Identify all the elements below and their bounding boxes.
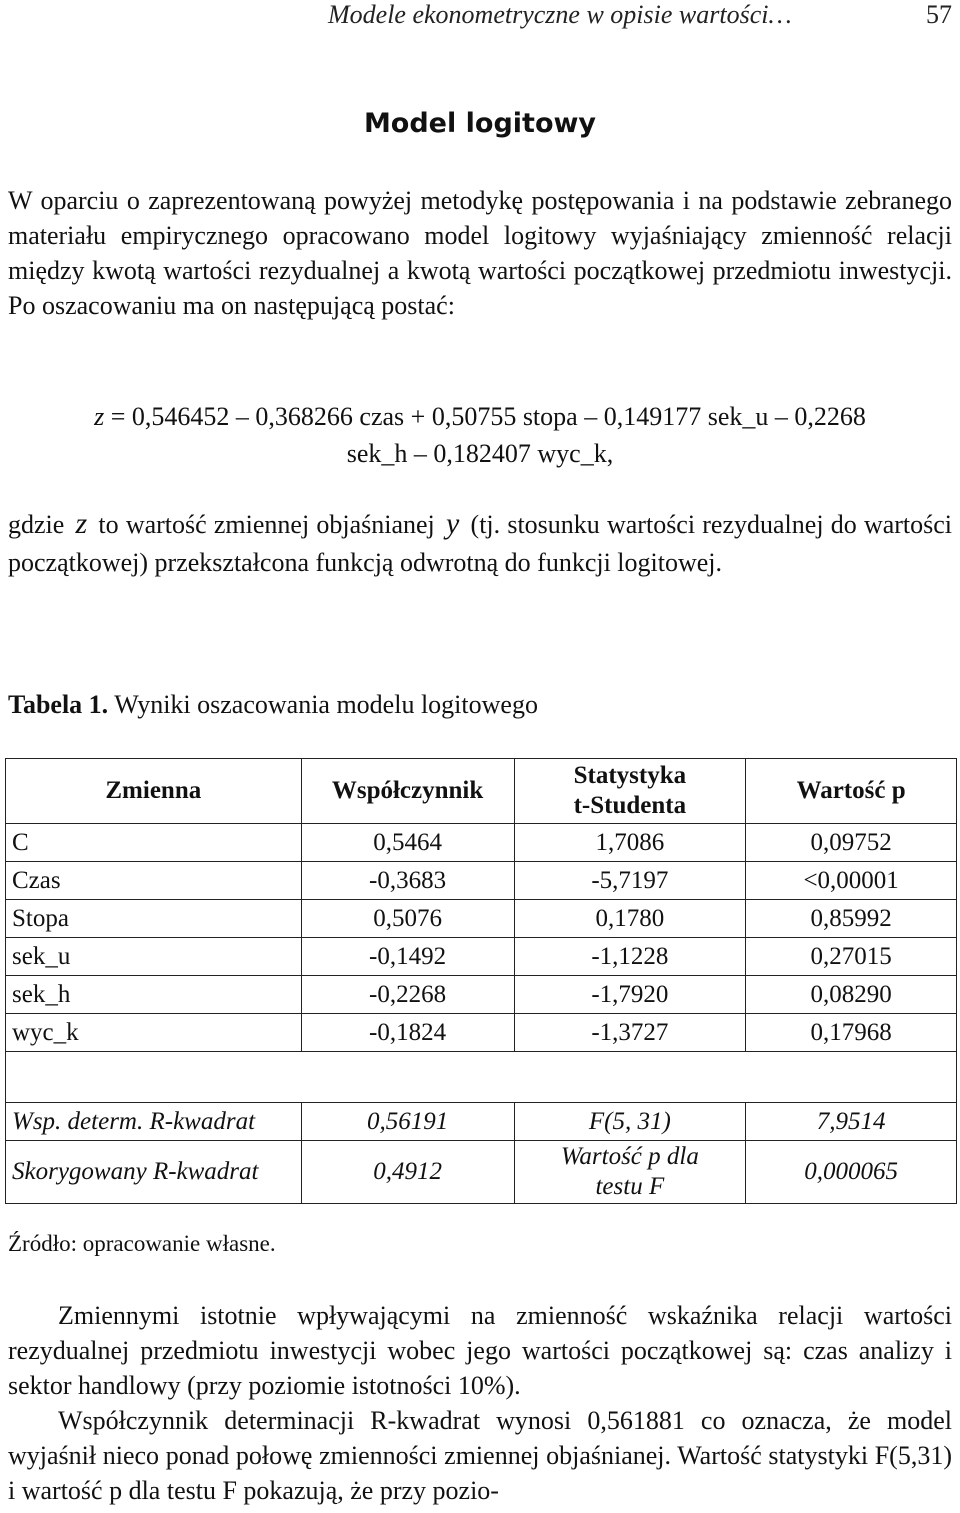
header-statystyka (514, 759, 746, 824)
row-coefficient: -0,1492 (301, 938, 514, 976)
equation-line-1-rest: = 0,546452 – 0,368266 czas + 0,50755 stopa – 0,149177 sek_u – 0,2268 (104, 402, 866, 431)
table-caption-text: Wyniki oszacowania modelu logitowego (114, 690, 538, 719)
pf-label-line2: testu F (595, 1173, 665, 1200)
definition-text-end: (tj. stosunku wartości rezydualnej do wartości początkowej) przekształcona funkcją odwrotną do funkcji logitowej. (8, 510, 953, 577)
adj-r2-value: 0,4912 (301, 1141, 514, 1204)
r2-label: Wsp. determ. R-kwadrat (6, 1103, 302, 1141)
model-equation (8, 398, 952, 472)
table-header-row (6, 759, 957, 824)
table-spacer-row (6, 1052, 957, 1103)
row-p-value: 0,17968 (746, 1014, 957, 1052)
running-title: Modele ekonometryczne w opisie wartości… (328, 0, 792, 29)
adj-r2-label: Skorygowany R-kwadrat (6, 1141, 302, 1204)
table-row (6, 900, 957, 938)
row-coefficient: 0,5076 (301, 900, 514, 938)
section-title: Model logitowy (363, 108, 597, 139)
pf-label-line1: Wartość p dla (560, 1143, 699, 1170)
row-p-value: 0,27015 (746, 938, 957, 976)
f-value: 7,9514 (746, 1103, 957, 1141)
results-table (5, 758, 957, 1204)
table-stat-row (6, 1103, 957, 1141)
row-variable: sek_h (6, 976, 302, 1014)
f-label: F(5, 31) (514, 1103, 746, 1141)
row-t-statistic: -1,1228 (514, 938, 746, 976)
table-row (6, 824, 957, 862)
definition-text-mid: to wartość zmiennej objaśnianej (98, 510, 435, 539)
row-t-statistic: -1,3727 (514, 1014, 746, 1052)
page-number: 57 (926, 0, 952, 29)
row-variable: C (6, 824, 302, 862)
row-t-statistic: -1,7920 (514, 976, 746, 1014)
table-row (6, 976, 957, 1014)
r2-value: 0,56191 (301, 1103, 514, 1141)
pf-label (514, 1141, 746, 1204)
r2-paragraph: Współczynnik determinacji R-kwadrat wynosi 0,561881 co oznacza, że model wyjaśnił nieco ponad połowę zmienności zmiennej objaśnianej. Wartość statystyki F(5,31) i wartość p dla testu F pokazują, że przy pozio- (8, 1406, 952, 1505)
table-row (6, 862, 957, 900)
pf-value: 0,000065 (746, 1141, 957, 1204)
table-stat-row (6, 1141, 957, 1204)
header-wartosc-p: Wartość p (746, 759, 957, 824)
row-variable: Czas (6, 862, 302, 900)
equation-line-1 (8, 398, 952, 435)
row-variable: Stopa (6, 900, 302, 938)
equation-line-2: sek_h – 0,182407 wyc_k, (346, 439, 614, 468)
symbol-z: z (75, 507, 88, 540)
row-coefficient: -0,3683 (301, 862, 514, 900)
definition-text-start: gdzie (8, 510, 65, 539)
row-p-value: 0,85992 (746, 900, 957, 938)
header-wspolczynnik: Współczynnik (301, 759, 514, 824)
table-spacer-cell (6, 1052, 957, 1103)
table-row (6, 938, 957, 976)
row-p-value: <0,00001 (746, 862, 957, 900)
header-zmienna: Zmienna (6, 759, 302, 824)
table-row (6, 1014, 957, 1052)
definition-paragraph (8, 505, 952, 582)
header-statystyka-line1: Statystyka (573, 762, 687, 789)
symbol-y: y (446, 507, 460, 540)
row-coefficient: -0,2268 (301, 976, 514, 1014)
equation-variable-z: z (94, 402, 105, 431)
table-source: Źródło: opracowanie własne. (8, 1231, 276, 1256)
row-p-value: 0,09752 (746, 824, 957, 862)
row-variable: wyc_k (6, 1014, 302, 1052)
row-p-value: 0,08290 (746, 976, 957, 1014)
row-variable: sek_u (6, 938, 302, 976)
table-caption (8, 690, 538, 720)
row-coefficient: 0,5464 (301, 824, 514, 862)
row-t-statistic: 0,1780 (514, 900, 746, 938)
row-t-statistic: -5,7197 (514, 862, 746, 900)
table-caption-label: Tabela 1. (8, 690, 109, 719)
running-header (0, 0, 960, 36)
intro-paragraph: W oparciu o zaprezentowaną powyżej metodykę postępowania i na podstawie zebranego materiału empirycznego opracowano model logitowy wyjaśniający zmienność relacji między kwotą wartości rezydualnej a kwotą wartości początkowej przedmiotu inwestycji. Po oszacowaniu ma on następującą postać: (8, 186, 952, 320)
row-coefficient: -0,1824 (301, 1014, 514, 1052)
row-t-statistic: 1,7086 (514, 824, 746, 862)
header-statystyka-line2: t-Studenta (573, 792, 687, 819)
conclusion-paragraph: Zmiennymi istotnie wpływającymi na zmienność wskaźnika relacji wartości rezydualnej przedmiotu inwestycji wobec jego wartości początkowej są: czas analizy i sektor handlowy (przy poziomie istotności 10%). (8, 1301, 952, 1400)
